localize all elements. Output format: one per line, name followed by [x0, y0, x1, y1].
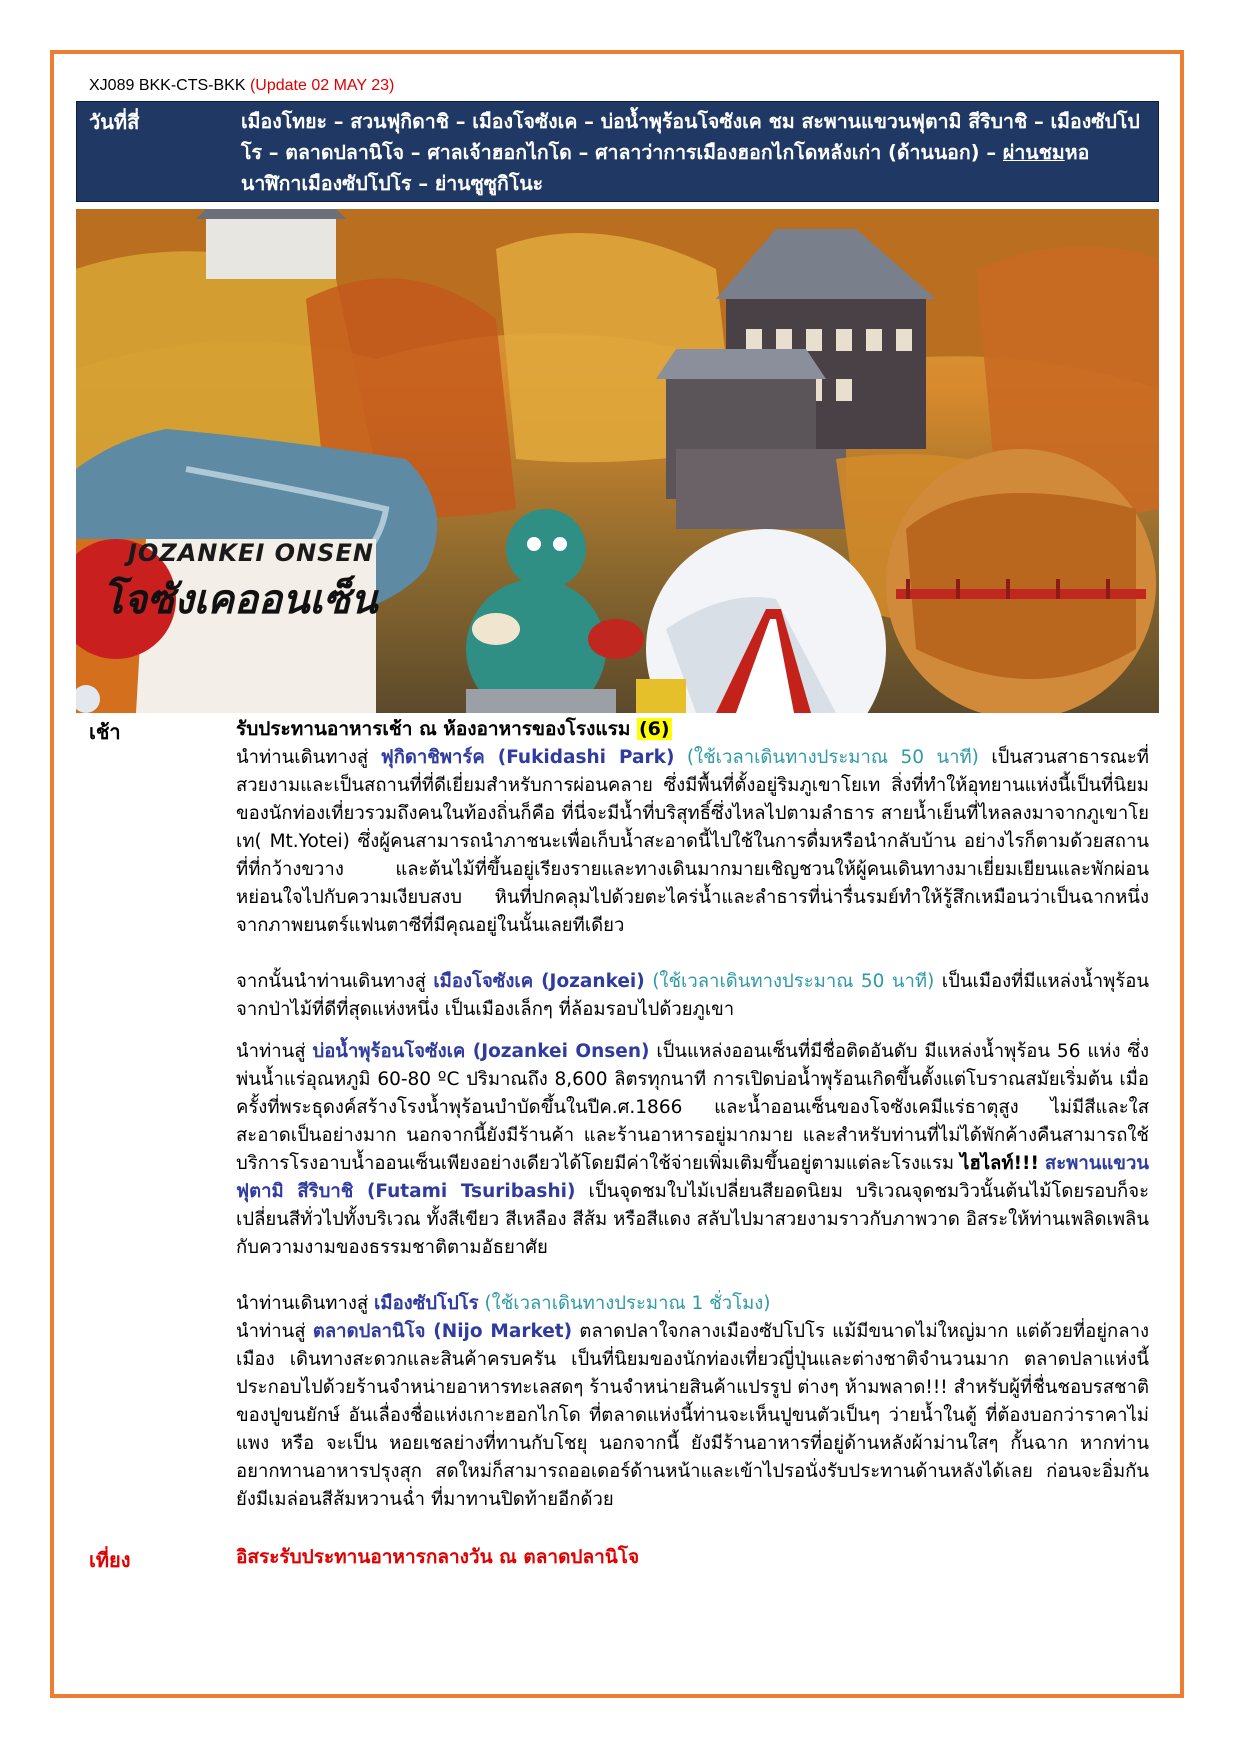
day-title-part2: หอนาฬิกาเมืองซัปโปโร – ย่านซูซูกิโนะ — [241, 141, 1090, 195]
hero-photo-collage — [76, 209, 1159, 713]
jozankei-lead: จากนั้นนำท่านเดินทางสู่ — [236, 971, 426, 992]
highlight-place: สะพานแขวนฟุตามิ สีริบาชิ (Futami Tsuribashi) — [236, 1153, 1149, 1202]
fukidashi-place: ฟุกิดาชิพาร์ค (Fukidashi Park) — [380, 747, 675, 768]
hero-illustration — [76, 209, 1159, 713]
jozankei-time: (ใช้เวลาเดินทางประมาณ 50 นาที) — [652, 971, 935, 992]
update-note: (Update 02 MAY 23) — [249, 77, 395, 94]
fukidashi-time: (ใช้เวลาเดินทางประมาณ 50 นาที) — [686, 747, 979, 768]
day-title-part1: เมืองโทยะ – สวนฟุกิดาชิ – เมืองโจซังเค – บ่อน้ำพุร้อนโจซังเค ชม สะพานแขวนฟุตามิ สีริบาชิ – เมืองซัปโปโร – ตลาดปลานิโจ – ศาลเจ้าฮอกไกโด – ศาลาว่าการเมืองฮอกไกโดหลังเก่า (ด้านนอก) – — [241, 110, 1140, 164]
jozankei-town-paragraph — [236, 968, 1149, 1024]
onsen-lead: นำท่านสู่ — [236, 1041, 306, 1062]
breakfast-text: รับประทานอาหารเช้า ณ ห้องอาหารของโรงแรม — [236, 718, 631, 740]
sapporo-time: (ใช้เวลาเดินทางประมาณ 1 ชั่วโมง) — [484, 1293, 771, 1314]
nijo-place: ตลาดปลานิโจ (Nijo Market) — [312, 1321, 573, 1342]
logo-jozankei-onsen-en: JOZANKEI ONSEN — [128, 539, 374, 567]
nijo-lead: นำท่านสู่ — [236, 1321, 306, 1342]
sapporo-lead: นำท่านเดินทางสู่ — [236, 1293, 369, 1314]
onsen-body: เป็นแหล่งออนเซ็นที่มีชื่อติดอันดับ มีแหล่งน้ำพุร้อน 56 แห่ง ซึ่งพ่นน้ำแร่อุณหภูมิ 60-80 ºC ปริมาณถึง 8,600 ลิตรทุกนาที การเปิดบ่อน้ำพุร้อนเกิดขึ้นตั้งแต่โบราณสมัยเริ่มต้น เมื่อครั้งที่พระธุดงค์สร้างโรงน้ำพุร้อนบำบัดขึ้นในปีค.ศ.1866 และน้ำออนเซ็นของโจซังเคมีแร่ธาตุสูง ไม่มีสีและใสสะอาดเป็นอย่างมาก นอกจากนี้ยังมีร้านค้า และร้านอาหารอยู่มากมาย และสำหรับท่านที่ไม่ได้พักค้างคืนสามารถใช้บริการโรงอาบน้ำออนเซ็นเพียงอย่างเดียวได้โดยมีค่าใช้จ่ายเพิ่มเติมขึ้นอยู่ตามแต่ละโรงแรม — [236, 1041, 1149, 1174]
lunch-label: เที่ยง — [89, 1548, 131, 1572]
day-header — [76, 101, 1159, 202]
onsen-paragraph — [236, 1038, 1149, 1262]
sapporo-place: เมืองซัปโปโร — [374, 1293, 479, 1314]
onsen-place: บ่อน้ำพุร้อนโจซังเค (Jozankei Onsen) — [312, 1041, 650, 1062]
day-label: วันที่สี่ — [89, 110, 140, 134]
fukidashi-lead: นำท่านเดินทางสู่ — [236, 747, 369, 768]
tour-code: XJ089 BKK-CTS-BKK — [89, 77, 246, 94]
highlight-label: ไฮไลท์!!! — [960, 1153, 1039, 1174]
meal-code-badge: (6) — [638, 718, 670, 740]
jozankei-place: เมืองโจซังเค (Jozankei) — [433, 971, 645, 992]
lunch-text: อิสระรับประทานอาหารกลางวัน ณ ตลาดปลานิโจ — [236, 1546, 640, 1568]
nijo-body: ตลาดปลาใจกลางเมืองซัปโปโร แม้มีขนาดไม่ใหญ่มาก แต่ด้วยที่อยู่กลางเมือง เดินทางสะดวกและสินค้าครบครัน เป็นที่นิยมของนักท่องเที่ยวญี่ปุ่นและต่างชาติจำนวนมาก ตลาดปลาแห่งนี้ประกอบไปด้วยร้านจำหน่ายอาหารทะเลสดๆ ร้านจำหน่ายสินค้าแปรรูป ต่างๆ ห้ามพลาด!!! สำหรับผู้ที่ชื่นชอบรสชาติของปูขนยักษ์ อันเลื่องชื่อแห่งเกาะฮอกไกโด ที่ตลาดแห่งนี้ท่านจะเห็นปูขนตัวเป็นๆ ว่ายน้ำในตู้ ที่ต้องบอกว่าราคาไม่แพง หรือ จะเป็น หอยเชลย่างที่ทานกับโชยุ นอกจากนี้ ยังมีร้านอาหารที่อยู่ด้านหลังผ้าม่านใสๆ กั้นฉาก หากท่านอยากทานอาหารปรุงสุก สดใหม่ก็สามารถออเดอร์ด้านหน้าและเข้าไปรอนั่งรับประทานด้านหลังได้เลย ก่อนจะอิ่มกันยังมีเมล่อนสีส้มหวานฉ่ำ ที่มาทานปิดท้ายอีกด้วย — [236, 1321, 1149, 1510]
day-title — [241, 106, 1146, 199]
tour-code-line — [89, 76, 394, 96]
breakfast-label: เช้า — [89, 720, 121, 744]
logo-jozankei-onsen-th: โจซังเคออนเซ็น — [102, 577, 378, 623]
breakfast-line — [236, 715, 1149, 743]
nijo-market-paragraph — [236, 1318, 1149, 1514]
fukidashi-paragraph — [236, 744, 1149, 940]
fukidashi-body: เป็นสวนสาธารณะที่สวยงามและเป็นสถานที่ที่ดีเยี่ยมสำหรับการผ่อนคลาย ซึ่งมีพื้นที่ตั้งอยู่ริมภูเขาโยเท สิ่งที่ทำให้อุทยานแห่งนี้เป็นที่นิยมของนักท่องเที่ยวรวมถึงคนในท้องถิ่นก็คือ ที่นี่จะมีน้ำที่บริสุทธิ์ซึ่งไหลไปตามลำธาร สายน้ำเย็นที่ไหลลงมาจากภูเขาโยเท( Mt.Yotei) ซึ่งผู้คนสามารถนำภาชนะเพื่อเก็บน้ำสะอาดนี้ไปใช้ในการดื่มหรือนำกลับบ้าน อย่างไรก็ตามด้วยสถานที่ที่กว้างขวาง และต้นไม้ที่ขึ้นอยู่เรียงรายและทางเดินมากมายเชิญชวนให้ผู้คนเดินทางมาเยี่ยมเยียนและพักผ่อนหย่อนใจไปกับความเงียบสงบ หินที่ปกคลุมไปด้วยตะไคร่น้ำและลำธารที่น่ารื่นรมย์ทำให้รู้สึกเหมือนว่าเป็นฉากหนึ่งจากภาพยนตร์แฟนตาซีที่มีคุณอยู่ในนั้นเลยทีเดียว — [236, 747, 1149, 936]
sapporo-paragraph — [236, 1290, 1149, 1318]
jozankei-body: เป็นเมืองที่มีแหล่งน้ำพุร้อนจากป่าไม้ที่ดีที่สุดแห่งหนึ่ง เป็นเมืองเล็กๆ ที่ล้อมรอบไปด้วยภูเขา — [236, 971, 1149, 1020]
highlight-body: เป็นจุดชมใบไม้เปลี่ยนสียอดนิยม บริเวณจุดชมวิวนั้นต้นไม้โดยรอบก็จะเปลี่ยนสีทั่วไปทั้งบริเวณ ทั้งสีเขียว สีเหลือง สีส้ม หรือสีแดง สลับไปมาสวยงามราวกับภาพวาด อิสระให้ท่านเพลิดเพลินกับความงามของธรรมชาติตามอัธยาศัย — [236, 1181, 1150, 1258]
day-title-underlined: ผ่านชม — [1002, 141, 1065, 164]
